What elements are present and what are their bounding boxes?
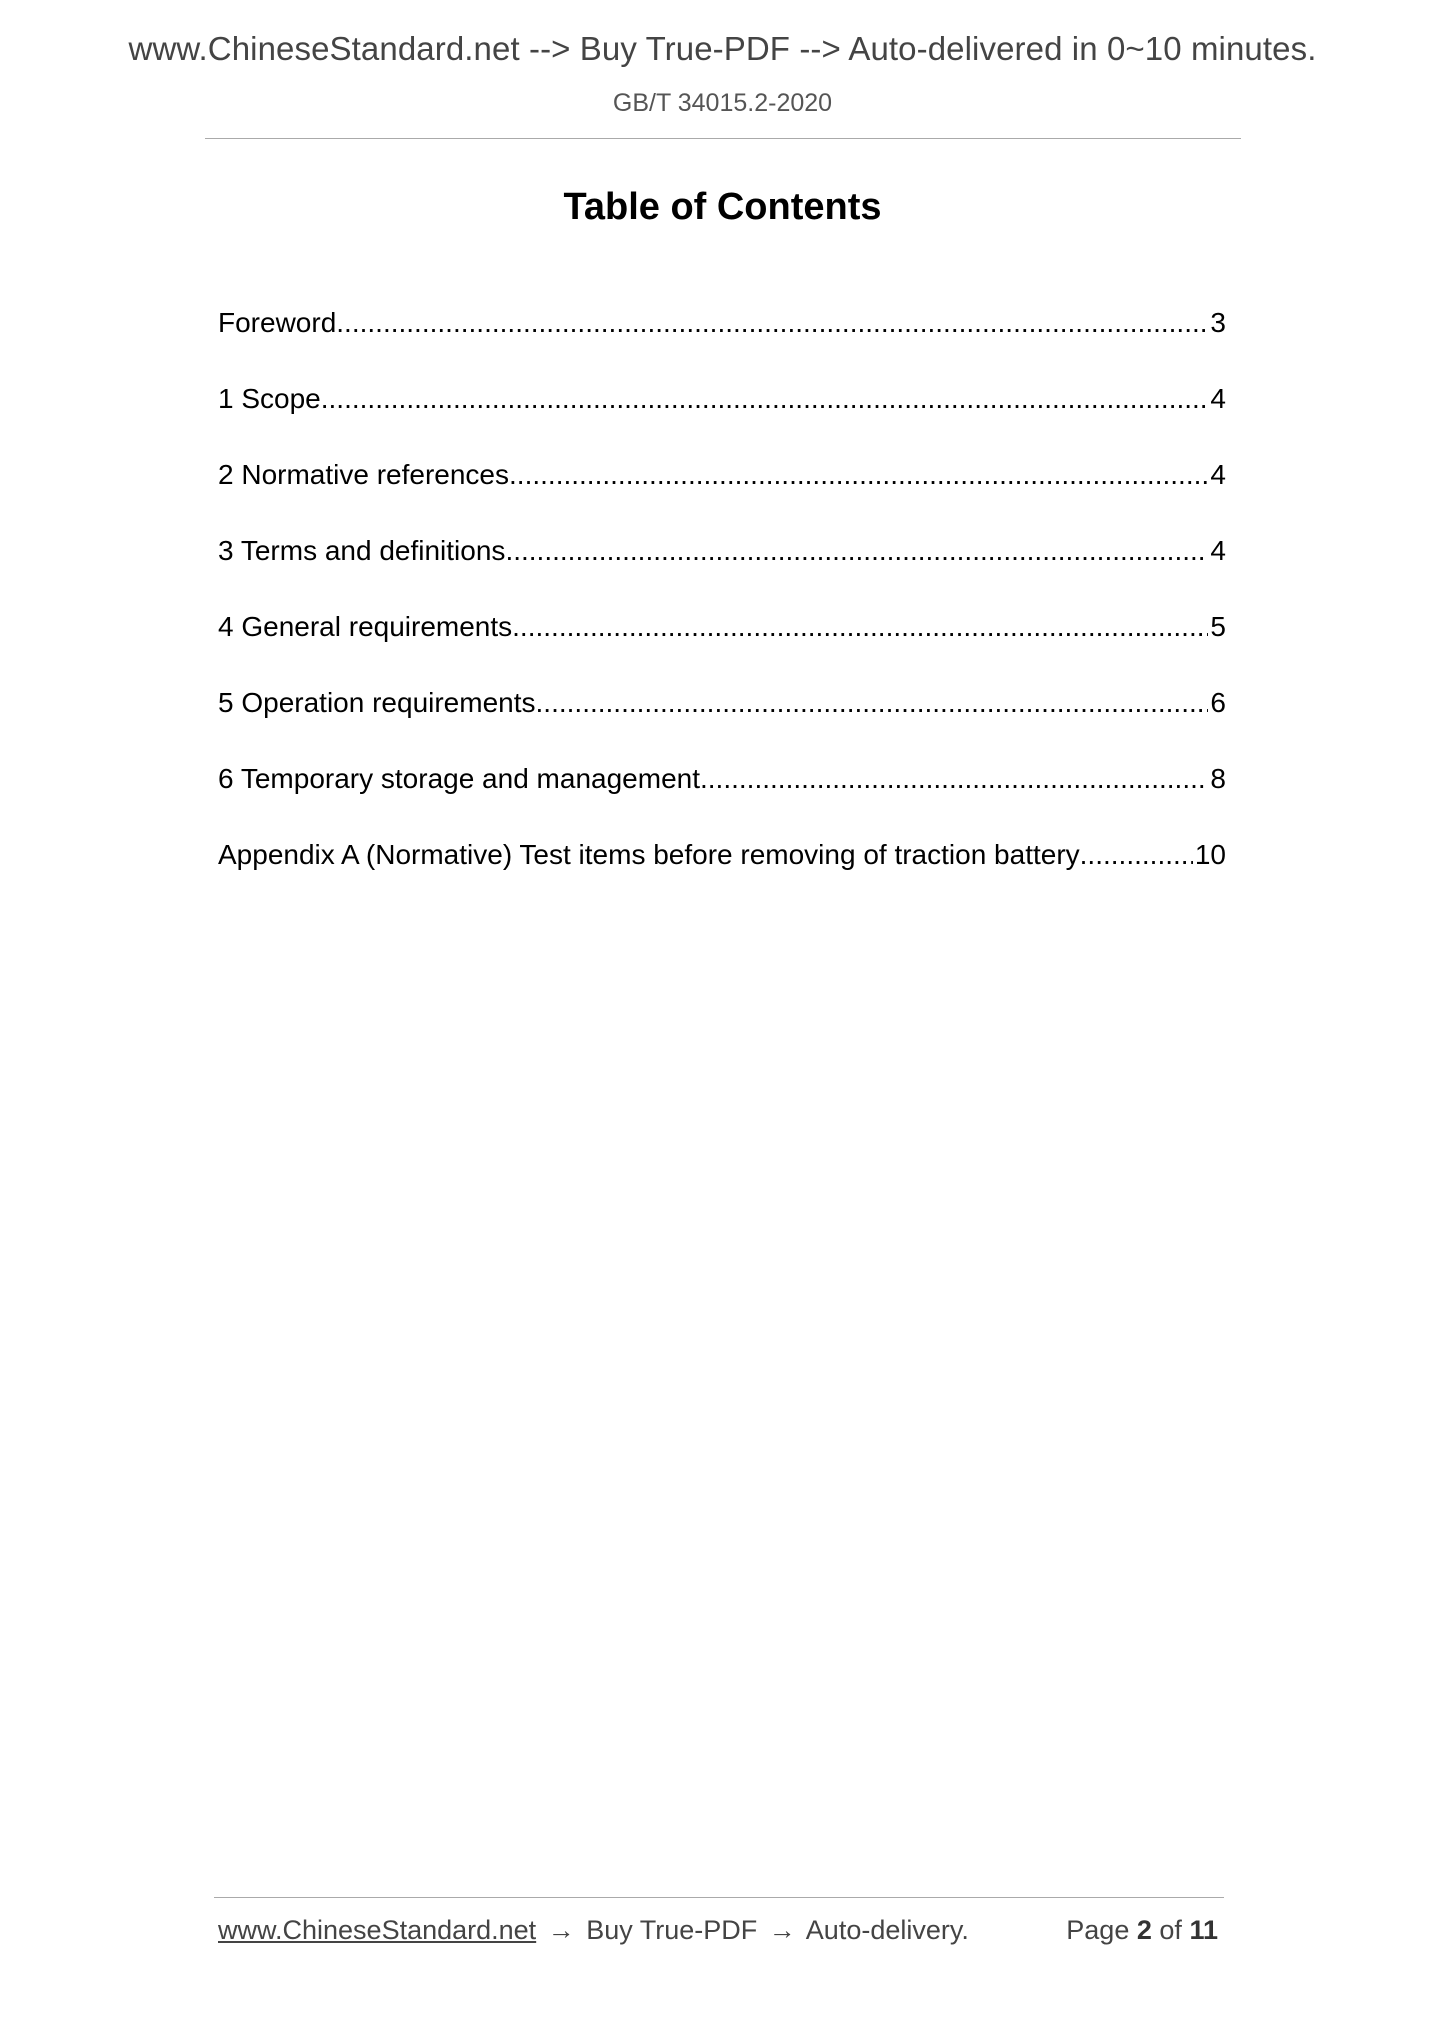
footer-delivery-text: Auto-delivery. <box>805 1915 969 1945</box>
toc-dot-leader <box>1080 832 1193 878</box>
total-page-count: 11 <box>1189 1915 1218 1945</box>
toc-dot-leader <box>509 452 1208 498</box>
of-word: of <box>1159 1915 1182 1945</box>
toc-dot-leader <box>321 376 1209 422</box>
arrow-right-icon: → <box>768 1915 796 1945</box>
toc-entry-page: 3 <box>1210 307 1226 338</box>
toc-entry-page: 5 <box>1210 611 1226 642</box>
toc-entry-label: 1 Scope <box>218 383 321 414</box>
toc-dot-leader <box>505 528 1208 574</box>
standard-code: GB/T 34015.2-2020 <box>612 89 833 117</box>
toc-entry-label: Foreword <box>218 307 337 338</box>
page-indicator <box>1066 1915 1218 1946</box>
toc-entry-temporary-storage[interactable] <box>218 756 1226 832</box>
toc-entry-label: 2 Normative references <box>218 459 510 490</box>
toc-entry-label: 3 Terms and definitions <box>218 535 506 566</box>
toc-dot-leader <box>512 604 1208 650</box>
toc-entry-page: 4 <box>1210 535 1226 566</box>
toc-dot-leader <box>336 300 1208 346</box>
footer <box>218 1915 1218 1946</box>
footer-divider <box>214 1897 1224 1898</box>
toc-dot-leader <box>700 756 1208 802</box>
toc-entry-appendix-a[interactable] <box>218 832 1226 908</box>
page-word: Page <box>1066 1915 1130 1945</box>
arrow-right-icon: → <box>547 1915 575 1945</box>
toc-title: Table of Contents <box>563 186 882 228</box>
toc-entry-foreword[interactable] <box>218 300 1226 376</box>
toc-entry-label: 5 Operation requirements <box>218 687 536 718</box>
toc-entry-scope[interactable] <box>218 376 1226 452</box>
header-divider <box>205 138 1241 139</box>
footer-buy-text: Buy True-PDF <box>586 1915 758 1945</box>
toc-entry-terms-definitions[interactable] <box>218 528 1226 604</box>
toc-dot-leader <box>536 680 1209 726</box>
toc-entry-page: 8 <box>1210 763 1226 794</box>
current-page-number: 2 <box>1136 1915 1152 1945</box>
toc-entry-page: 10 <box>1194 839 1226 870</box>
header-banner: www.ChineseStandard.net --> Buy True-PDF --> Auto-delivered in 0~10 minutes. <box>128 30 1317 67</box>
toc-entry-operation-requirements[interactable] <box>218 680 1226 756</box>
toc-entry-normative-references[interactable] <box>218 452 1226 528</box>
toc-entry-label: Appendix A (Normative) Test items before removing of traction battery <box>218 839 1080 870</box>
toc-entry-label: 4 General requirements <box>218 611 513 642</box>
toc-entry-page: 4 <box>1210 383 1226 414</box>
footer-site-link[interactable]: www.ChineseStandard.net <box>218 1915 537 1945</box>
toc-entry-label: 6 Temporary storage and management <box>218 763 700 794</box>
toc-entry-general-requirements[interactable] <box>218 604 1226 680</box>
toc-entry-page: 4 <box>1210 459 1226 490</box>
toc-list <box>218 300 1226 908</box>
toc-entry-page: 6 <box>1210 687 1226 718</box>
